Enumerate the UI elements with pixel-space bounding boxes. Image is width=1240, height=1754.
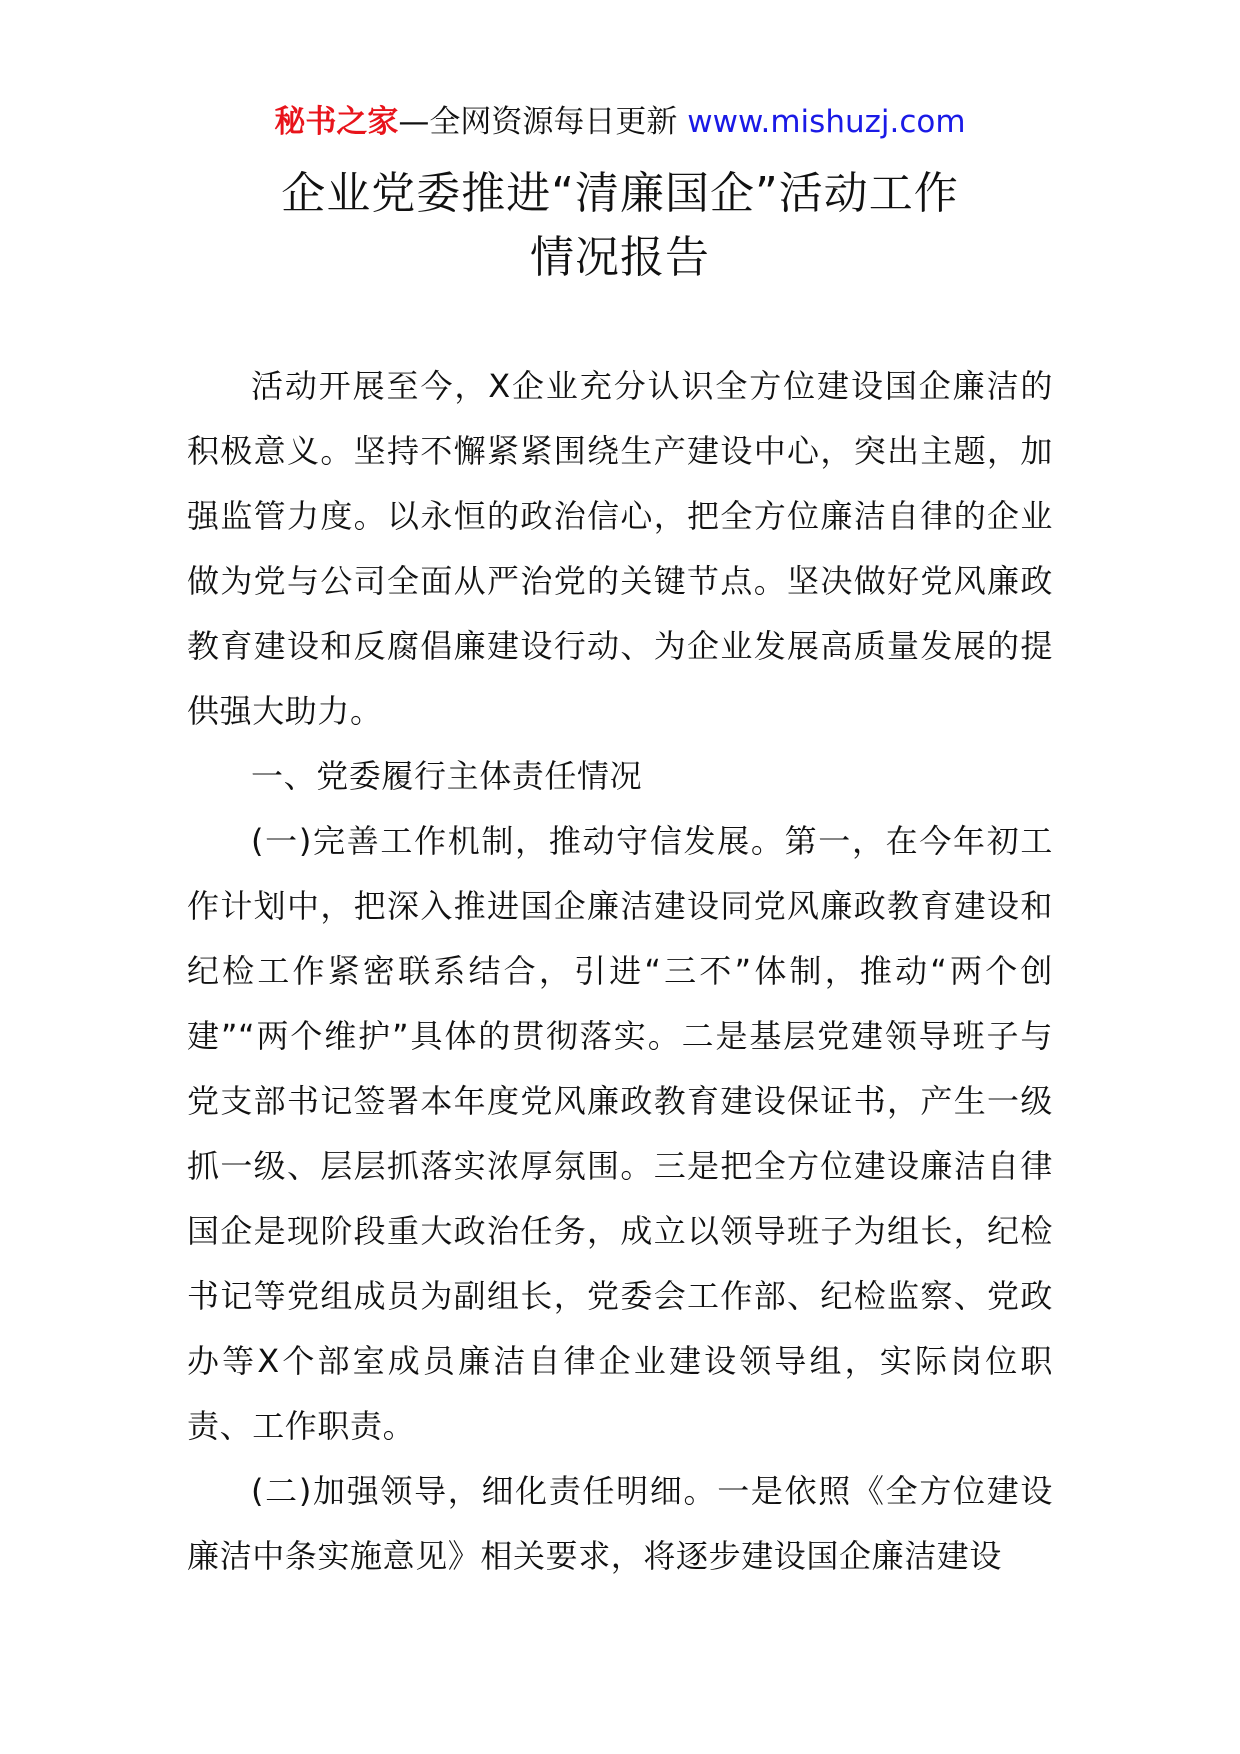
banner-brand: 秘书之家 (274, 104, 399, 140)
document-body (187, 354, 1053, 1589)
banner-slogan: —全网资源每日更新 (398, 104, 688, 140)
paragraph-section-1-1: (一)完善工作机制，推动守信发展。第一，在今年初工作计划中，把深入推进国企廉洁建设同党风廉政教育建设和纪检工作紧密联系结合，引进“三不”体制，推动“两个创建”“两个维护”具体的贯彻落实。二是基层党建领导班子与党支部书记签署本年度党风廉政教育建设保证书，产生一级抓一级、层层抓落实浓厚氛围。三是把全方位建设廉洁自律国企是现阶段重大政治任务，成立以领导班子为组长，纪检书记等党组成员为副组长，党委会工作部、纪检监察、党政办等X个部室成员廉洁自律企业建设领导组，实际岗位职责、工作职责。 (187, 822, 1053, 1445)
document-title (120, 162, 1120, 290)
header-banner (0, 100, 1240, 144)
title-line-1: 企业党委推进“清廉国企”活动工作 (281, 168, 959, 219)
section-heading-1: 一、党委履行主体责任情况 (251, 757, 643, 795)
banner-url-link[interactable]: www.mishuzj.com (687, 104, 966, 140)
title-line-2: 情况报告 (530, 232, 710, 283)
paragraph-intro: 活动开展至今，X企业充分认识全方位建设国企廉洁的积极意义。坚持不懈紧紧围绕生产建设中心，突出主题，加强监管力度。以永恒的政治信心，把全方位廉洁自律的企业做为党与公司全面从严治党的关键节点。坚决做好党风廉政教育建设和反腐倡廉建设行动、为企业发展高质量发展的提供强大助力。 (187, 367, 1053, 730)
paragraph-section-1-2: (二)加强领导，细化责任明细。一是依照《全方位建设廉洁中条实施意见》相关要求，将逐步建设国企廉洁建设 (187, 1472, 1053, 1575)
